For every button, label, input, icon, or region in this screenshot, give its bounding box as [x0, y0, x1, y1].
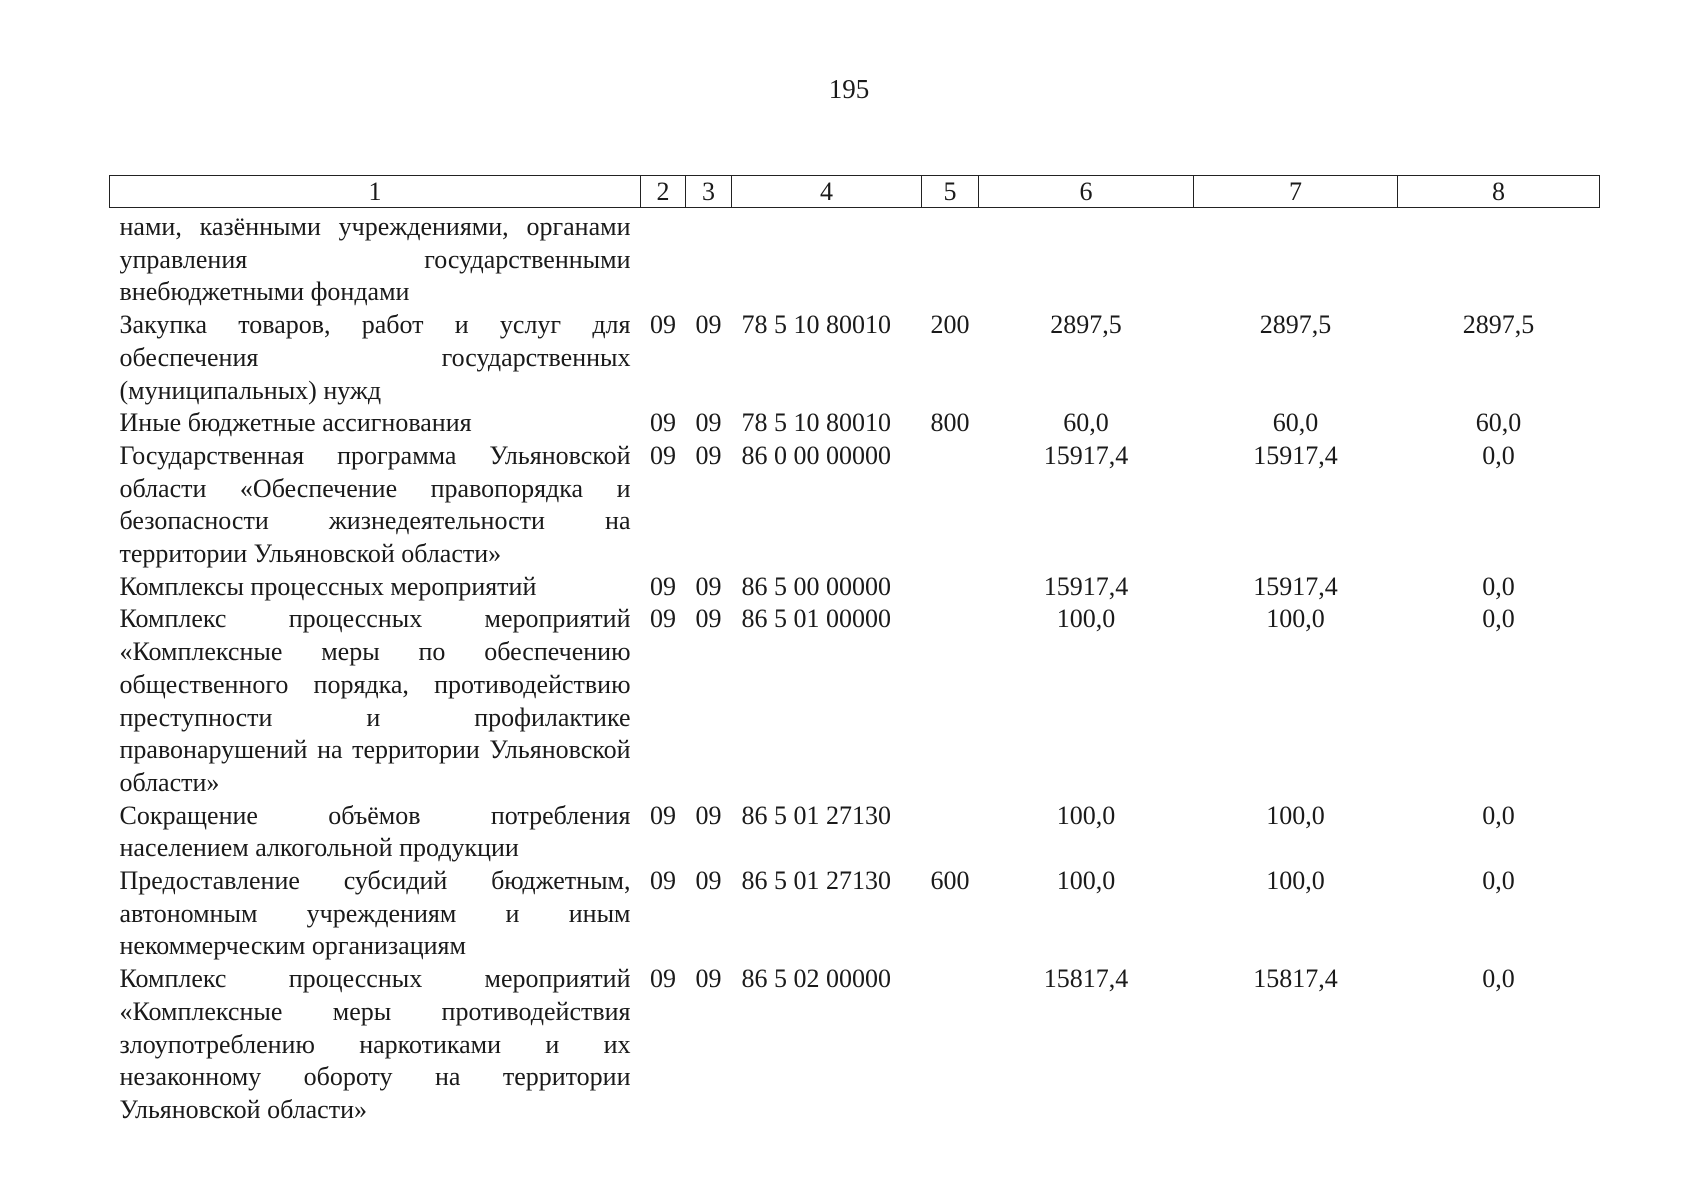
row-amount-6: 15917,4: [1043, 440, 1129, 470]
row-subsection-code: 09: [695, 571, 722, 601]
row-subsection-code: [686, 208, 732, 310]
row-description: Комплексы процессных мероприятий: [119, 571, 537, 601]
row-subsection-code: 09: [695, 408, 722, 438]
row-section-code: 09: [650, 866, 676, 896]
row-amount-7: 100,0: [1266, 866, 1325, 896]
row-description: Комплекс процессных мероприятий «Комплексные меры противодействия злоупотреблению наркотиками и их незаконному обороту на территории Ульяновской области»: [119, 964, 631, 1124]
row-target-article: 86 5 02 00000: [741, 964, 891, 994]
row-amount-6: 100,0: [1056, 604, 1116, 634]
row-section-code: 09: [650, 440, 676, 470]
row-section-code: 09: [650, 408, 676, 438]
row-amount-8: [1398, 208, 1600, 310]
table-row: [110, 208, 1600, 310]
row-expense-type: 800: [930, 408, 970, 438]
row-section-code: 09: [650, 800, 676, 830]
table-body: [110, 208, 1600, 1127]
row-amount-6: 100,0: [1056, 866, 1116, 896]
row-section-code: 09: [650, 604, 676, 634]
row-amount-7: 100,0: [1266, 604, 1325, 634]
row-target-article: 86 5 00 00000: [741, 571, 891, 601]
row-expense-type: [922, 603, 979, 799]
row-description: Государственная программа Ульяновской области «Обеспечение правопорядка и безопасности жизнедеятельности на территории Ульяновской области»: [119, 440, 631, 569]
table-row: [110, 603, 1600, 799]
row-amount-6: 15817,4: [1043, 964, 1129, 994]
row-section-code: 09: [650, 964, 676, 994]
row-amount-8: 0,0: [1482, 866, 1515, 896]
row-amount-8: 60,0: [1475, 408, 1522, 438]
table-row: [110, 800, 1600, 865]
row-expense-type: [922, 963, 979, 1127]
row-subsection-code: 09: [695, 800, 722, 830]
row-description: Иные бюджетные ассигнования: [119, 408, 472, 438]
table-row: [110, 963, 1600, 1127]
row-description: Закупка товаров, работ и услуг для обеспечения государственных (муниципальных) нужд: [119, 310, 631, 405]
row-expense-type: [922, 571, 979, 604]
row-target-article: 86 5 01 27130: [741, 800, 891, 830]
row-target-article: [732, 208, 922, 310]
header-col-6: 6: [979, 176, 1194, 208]
table-row: [110, 865, 1600, 963]
row-subsection-code: 09: [695, 440, 722, 470]
row-description: Комплекс процессных мероприятий «Комплексные меры по обеспечению общественного порядка, противодействию преступности и профилактике правонарушений на территории Ульяновской области»: [119, 604, 631, 797]
header-col-4: 4: [732, 176, 922, 208]
row-amount-7: 60,0: [1272, 408, 1319, 438]
row-amount-8: 0,0: [1482, 604, 1515, 634]
row-amount-6: 15917,4: [1043, 571, 1129, 601]
header-col-5: 5: [922, 176, 979, 208]
row-amount-6: 2897,5: [1050, 310, 1122, 340]
row-amount-7: 2897,5: [1259, 310, 1332, 340]
header-col-8: 8: [1398, 176, 1600, 208]
row-target-article: 86 5 01 00000: [741, 604, 891, 634]
row-subsection-code: 09: [695, 866, 722, 896]
row-description: Сокращение объёмов потребления населением алкогольной продукции: [119, 800, 631, 863]
table-row: [110, 440, 1600, 571]
row-amount-6: [979, 208, 1194, 310]
table-row: [110, 571, 1600, 604]
row-amount-8: 0,0: [1482, 440, 1515, 470]
row-subsection-code: 09: [695, 964, 722, 994]
row-amount-7: 100,0: [1266, 800, 1325, 830]
row-target-article: 78 5 10 80010: [741, 408, 891, 438]
row-target-article: 78 5 10 80010: [741, 310, 891, 340]
row-subsection-code: 09: [695, 310, 722, 340]
row-amount-7: 15817,4: [1253, 964, 1338, 994]
table-row: [110, 407, 1600, 440]
row-description: Предоставление субсидий бюджетным, автономным учреждениям и иным некоммерческим организациям: [119, 866, 631, 961]
row-amount-8: 0,0: [1482, 964, 1515, 994]
table-row: [110, 309, 1600, 407]
header-row: [110, 176, 1600, 208]
row-target-article: 86 0 00 00000: [741, 440, 891, 470]
row-expense-type: [922, 208, 979, 310]
row-amount-8: 0,0: [1482, 800, 1515, 830]
row-expense-type: [922, 440, 979, 571]
row-amount-8: 0,0: [1482, 571, 1515, 601]
row-amount-7: 15917,4: [1253, 571, 1338, 601]
row-expense-type: [922, 800, 979, 865]
header-col-7: 7: [1194, 176, 1398, 208]
header-col-1: 1: [110, 176, 641, 208]
row-amount-7: [1194, 208, 1398, 310]
row-description: нами, казёнными учреждениями, органами управления государственными внебюджетными фондами: [119, 212, 631, 307]
row-target-article: 86 5 01 27130: [741, 866, 891, 896]
row-expense-type: 200: [930, 310, 970, 340]
row-amount-8: 2897,5: [1462, 310, 1535, 340]
row-amount-6: 60,0: [1063, 408, 1109, 438]
row-expense-type: 600: [930, 866, 970, 896]
row-subsection-code: 09: [695, 604, 722, 634]
row-section-code: [641, 208, 686, 310]
page-number: 195: [828, 74, 870, 104]
header-col-3: 3: [686, 176, 732, 208]
header-col-2: 2: [641, 176, 686, 208]
row-section-code: 09: [650, 310, 676, 340]
budget-table: [109, 175, 1600, 1127]
row-amount-7: 15917,4: [1253, 440, 1338, 470]
row-section-code: 09: [650, 571, 676, 601]
row-amount-6: 100,0: [1056, 800, 1116, 830]
